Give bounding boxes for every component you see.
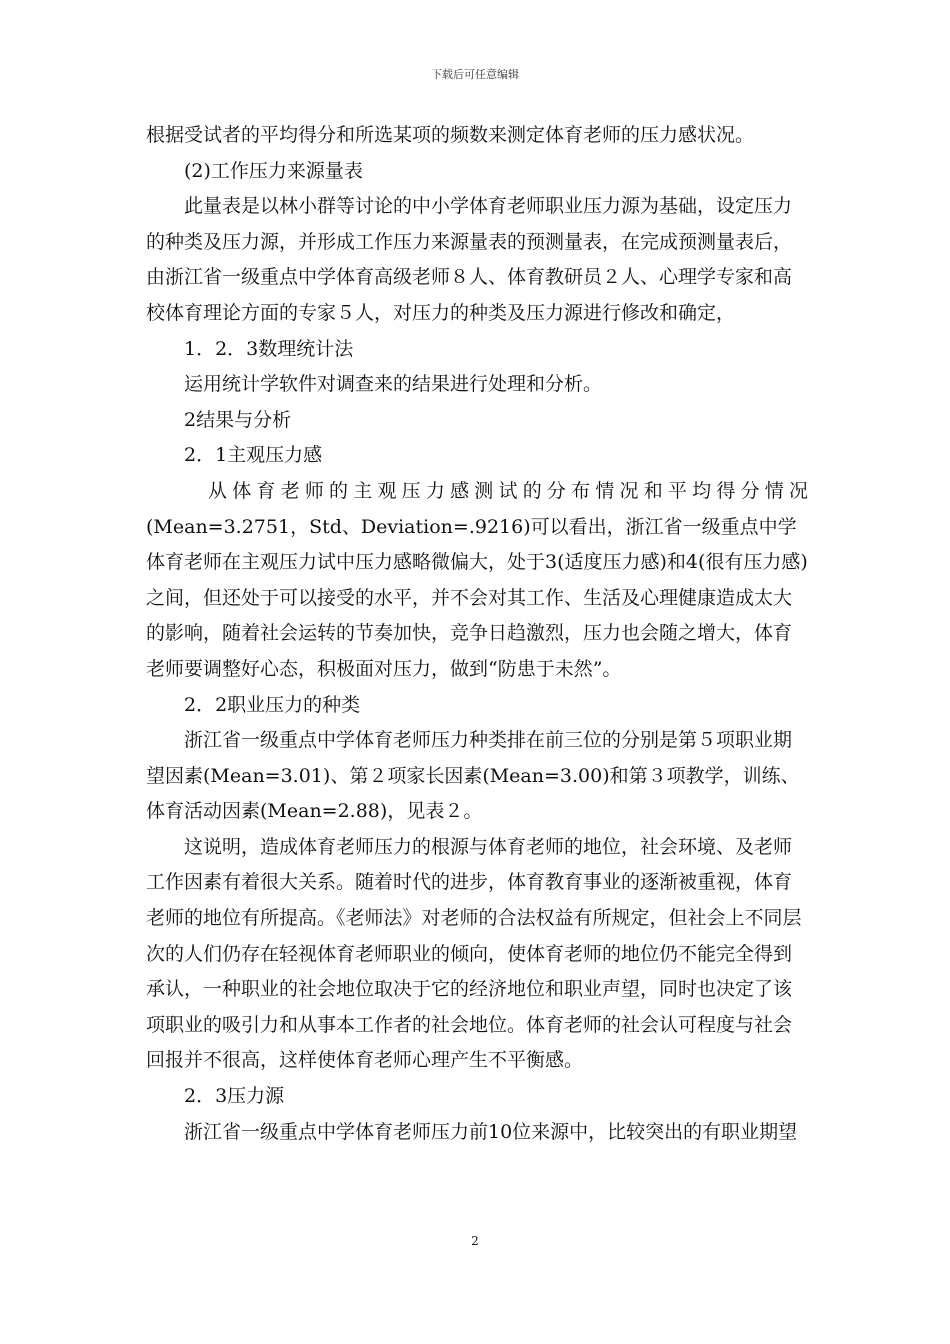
section-heading: 2．3压力源 (184, 1085, 285, 1108)
paragraph: 浙江省一级重点中学体育老师压力种类排在前三位的分别是第５项职业期望因素(Mean=3.01)、第２项家长因素(Mean=3.00)和第３项教学，训练、体育活动因素(Mean=2.88)，见表２。 (146, 729, 800, 823)
page-number: 2 (471, 1234, 479, 1248)
paragraph: 从体育老师的主观压力感测试的分布情况和平均得分情况 (208, 479, 808, 502)
paragraph: 此量表是以林小群等讨论的中小学体育老师职业压力源为基础，设定压力的种类及压力源，并形成工作压力来源量表的预测量表，在完成预测量表后，由浙江省一级重点中学体育高级老师８人、体育教研员２人、心理学专家和高校体育理论方面的专家５人，对压力的种类及压力源进行修改和确定， (146, 195, 793, 324)
body-text (146, 118, 808, 1150)
paragraph: 浙江省一级重点中学体育老师压力前10位来源中，比较突出的有职业期望 (184, 1120, 798, 1143)
section-heading: (2)工作压力来源量表 (184, 159, 363, 182)
section-heading: 2结果与分析 (184, 408, 292, 431)
section-heading: 1．2．3数理统计法 (184, 337, 354, 360)
paragraph: 这说明，造成体育老师压力的根源与体育老师的地位，社会环境、及老师工作因素有着很大关系。随着时代的进步，体育教育事业的逐渐被重视，体育老师的地位有所提高。《老师法》对老师的合法权益有所规定，但社会上不同层次的人们仍存在轻视体育老师职业的倾向，使体育老师的地位仍不能完全得到承认，一种职业的社会地位取决于它的经济地位和职业声望，同时也决定了该项职业的吸引力和从事本工作者的社会地位。体育老师的社会认可程度与社会回报并不很高，这样使体育老师心理产生不平衡感。 (146, 835, 802, 1072)
section-heading: 2．1主观压力感 (184, 444, 323, 467)
paragraph: (Mean=3.2751，Std、Deviation=.9216)可以看出，浙江省一级重点中学体育老师在主观压力试中压力感略微偏大，处于3(适度压力感)和4(很有压力感)之间，但还处于可以接受的水平，并不会对其工作、生活及心理健康造成太大的影响，随着社会运转的节奏加快，竞争日趋激烈，压力也会随之增大，体育老师要调整好心态，积极面对压力，做到“防患于未然”。 (146, 515, 808, 680)
section-heading: 2．2职业压力的种类 (184, 693, 361, 716)
paragraph: 运用统计学软件对调查来的结果进行处理和分析。 (184, 373, 603, 396)
page-header: 下载后可任意编辑 (431, 68, 519, 81)
paragraph: 根据受试者的平均得分和所选某项的频数来测定体育老师的压力感状况。 (146, 124, 755, 146)
